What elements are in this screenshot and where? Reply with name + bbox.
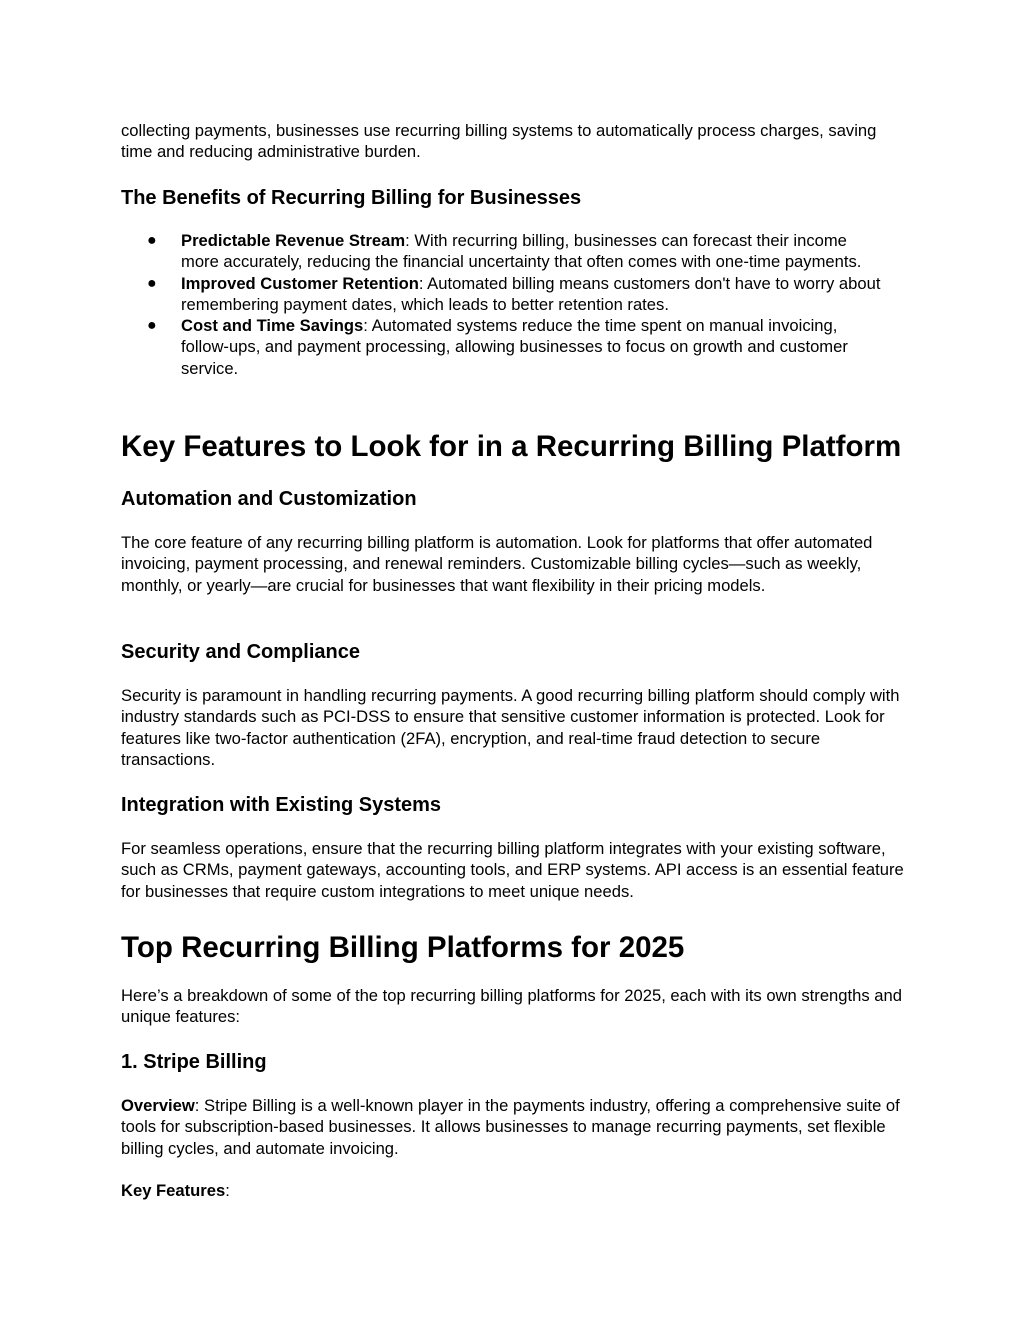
bullet-icon: ● [147, 317, 157, 335]
benefits-list [121, 230, 911, 379]
security-heading: Security and Compliance [121, 641, 360, 663]
benefit-label: Predictable Revenue Stream [181, 231, 406, 250]
automation-heading: Automation and Customization [121, 488, 417, 510]
stripe-heading: 1. Stripe Billing [121, 1051, 267, 1073]
benefit-text: : With recurring billing, businesses can forecast their income more accurately, reducing the financial uncertainty that often comes with one-time payments. [181, 231, 862, 272]
integration-paragraph: For seamless operations, ensure that the recurring billing platform integrates with your existing software, such as CRMs, payment gateways, accounting tools, and ERP systems. API access is an essential feature for businesses that require custom integrations to meet unique needs. [121, 839, 904, 901]
platforms-heading: Top Recurring Billing Platforms for 2025 [121, 931, 685, 964]
automation-paragraph: The core feature of any recurring billing platform is automation. Look for platforms that offer automated invoicing, payment processing, and renewal reminders. Customizable billing cycles—such as weekly, monthly, or yearly—are crucial for businesses that want flexibility in their pricing models. [121, 533, 873, 595]
bullet-icon: ● [147, 232, 157, 249]
benefit-label: Improved Customer Retention [181, 273, 419, 293]
list-item [121, 230, 881, 273]
benefit-text: : Automated systems reduce the time spent on manual invoicing, follow-ups, and payment processing, allowing businesses to focus on growth and customer service. [181, 316, 848, 378]
list-item [121, 273, 881, 316]
benefit-text: : Automated billing means customers don't have to worry about remembering payment dates, which leads to better retention rates. [181, 273, 881, 314]
stripe-overview-paragraph [121, 1095, 911, 1159]
benefit-label: Cost and Time Savings [181, 316, 364, 336]
features-heading: Key Features to Look for in a Recurring Billing Platform [121, 430, 902, 463]
list-item [121, 315, 881, 379]
key-features-label: Key Features [121, 1181, 226, 1200]
overview-label: Overview [121, 1096, 195, 1115]
security-paragraph: Security is paramount in handling recurring payments. A good recurring billing platform should comply with industry standards such as PCI-DSS to ensure that sensitive customer information is protected. Look for features like two-factor authentication (2FA), encryption, and real-time fraud detection to secure transactions. [121, 686, 900, 769]
platforms-intro-paragraph: Here’s a breakdown of some of the top recurring billing platforms for 2025, each with its own strengths and unique features: [121, 986, 902, 1027]
bullet-icon: ● [147, 274, 157, 292]
intro-paragraph: collecting payments, businesses use recurring billing systems to automatically process charges, saving time and reducing administrative burden. [121, 121, 877, 162]
key-features-suffix: : [225, 1181, 230, 1200]
overview-text: : Stripe Billing is a well-known player in the payments industry, offering a comprehensive suite of tools for subscription-based businesses. It allows businesses to manage recurring payments, set flexible billing cycles, and automate invoicing. [121, 1096, 900, 1158]
key-features-line [121, 1180, 911, 1201]
benefits-heading: The Benefits of Recurring Billing for Businesses [121, 187, 582, 209]
integration-heading: Integration with Existing Systems [121, 794, 442, 816]
